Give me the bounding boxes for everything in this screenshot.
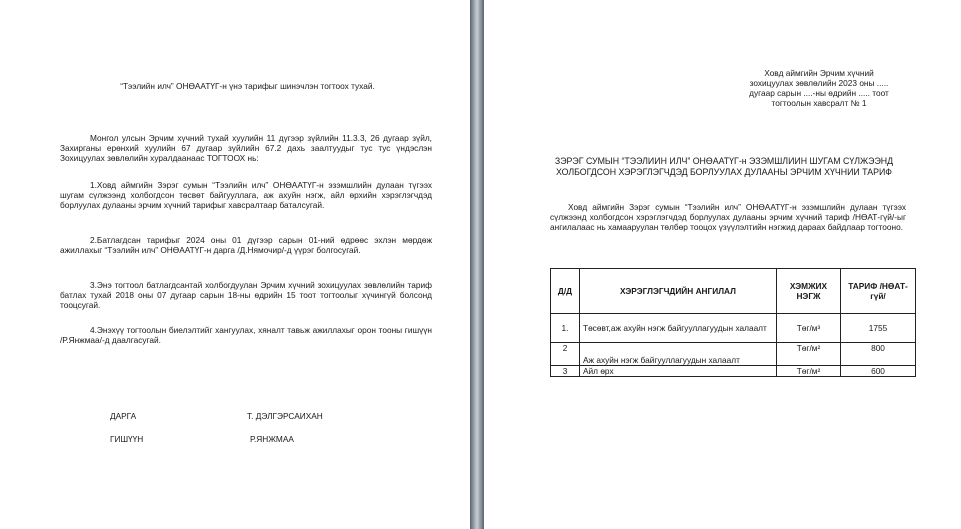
column-header-tariff: ТАРИФ /НӨАТ-гүй/ [841, 269, 916, 314]
cell-unit: Төг/м³ [777, 314, 841, 343]
column-header-no: Д/Д [551, 269, 580, 314]
table-header-row [551, 269, 916, 314]
cell-tariff: 600 [841, 366, 916, 377]
cell-category: Аж ахуйн нэгж байгууллагуудын халаалт [580, 343, 777, 366]
cell-category: Айл өрх [580, 366, 777, 377]
annex-header-line: Ховд аймгийн Эрчим хүчний [764, 68, 874, 78]
cell-tariff: 800 [841, 343, 916, 366]
table-row [551, 343, 916, 366]
column-header-unit: ХЭМЖИХ НЭГЖ [777, 269, 841, 314]
table-row [551, 314, 916, 343]
resolution-intro: Монгол улсын Эрчим хүчний тухай хуулийн 11 дүгээр зүйлийн 11.3.3, 26 дугаар зүйл, Захирганы ерөнхий хуулийн 67 дугаар зүйлийн 67.2 дахь заалтуудыг тус тус үндэслэн Зохицуулах зөвлөлийн хуралдаанаас ТОГТООХ нь: [60, 133, 432, 164]
right-page [484, 0, 961, 529]
resolution-item-4: 4.Энэхүү тогтоолын биелэлтийг хангуулах, хяналт тавьж ажиллахыг орон тооны гишүүн /Р.Янжмаа/-д даалгасугай. [60, 325, 432, 346]
tariff-table [550, 268, 916, 377]
annex-header-line: тогтоолын хавсралт № 1 [771, 98, 867, 109]
signature-name: Р.ЯНЖМАА [250, 434, 294, 444]
annex-title: ЗЭРЭГ СУМЫН “ТЭЭЛИИН ИЛЧ” ОНӨААТҮГ-н ЭЗЭМШЛИИН ШУГАМ СҮЛЖЭЭНД ХОЛБОГДСОН ХЭРЭГЛЭГЧДЭД БОРЛУУЛАХ ДУЛААНЫ ЭРЧИМ ХҮЧНИИ ТАРИФ [554, 156, 894, 177]
resolution-item-1: 1.Ховд аймгийн Зэрэг сумын “Тээлийн илч” ОНӨААТҮГ-н эзэмшлийн дулаан түгээх шугам сүлжээнд холбогдсон төсвөт байгууллага, аж ахуйн нэгж, айл өрхийн хэрэглэгчдэд борлуулах дулааны эрчим хүчний тарифыг хавсралтаар баталсугай. [60, 180, 432, 211]
cell-category: Төсөвт,аж ахуйн нэгж байгууллагуудын халаалт [580, 314, 777, 343]
annex-header-line: зохицуулах зөвлөлийн 2023 оны ..... [749, 78, 889, 89]
resolution-title: “Тээлийн илч” ОНӨААТҮГ-н үнэ тарифыг шинэчлэн тогтоох тухай. [120, 81, 375, 91]
annex-header-line: дугаар сарын ....-ны өдрийн ..... тоот [749, 88, 889, 99]
signature-role: ГИШҮҮН [110, 434, 144, 444]
cell-no: 2 [551, 343, 580, 366]
cell-no: 3 [551, 366, 580, 377]
cell-tariff: 1755 [841, 314, 916, 343]
page-gutter [470, 0, 484, 529]
cell-unit: Төг/м² [777, 343, 841, 366]
annex-body: Ховд аймгийн Зэрэг сумын “Тээлийн илч” ОНӨААТҮГ-н эзэмшлийн дулаан түгээх сүлжээнд холбогдсон хэрэглэгчдэд борлуулах дулааны эрчим хүчний тариф /НӨАТ-гүй/-ыг ангилалаас нь хамааруулан төлбөр тооцох үзүүлэлтийн нэгжид дараах байдлаар тогтооно. [550, 202, 906, 233]
annex-header [724, 68, 914, 108]
table-row [551, 366, 916, 377]
resolution-item-3: 3.Энэ тогтоол батлагдсантай холбогдуулан Эрчим хүчний зохицуулах зөвлөлийн тариф батлах тухай 2018 оны 07 дугаар сарын 18-ны өдрийн 15 тоот тогтоолыг хүчингүй болсонд тооцсугай. [60, 280, 432, 311]
left-page [0, 0, 470, 529]
cell-no: 1. [551, 314, 580, 343]
cell-unit: Төг/м² [777, 366, 841, 377]
column-header-category: ХЭРЭГЛЭГЧДИЙН АНГИЛАЛ [580, 269, 777, 314]
signature-role: ДАРГА [110, 411, 137, 421]
resolution-item-2: 2.Батлагдсан тарифыг 2024 оны 01 дүгээр сарын 01-ний өдрөөс эхлэн мөрдөж ажиллахыг “Тээлийн илч” ОНӨААТҮГ-н дарга /Д.Нямочир/-д үүрэг болгосугай. [60, 235, 432, 256]
signature-name: Т. ДЭЛГЭРСАИХАН [247, 411, 323, 421]
